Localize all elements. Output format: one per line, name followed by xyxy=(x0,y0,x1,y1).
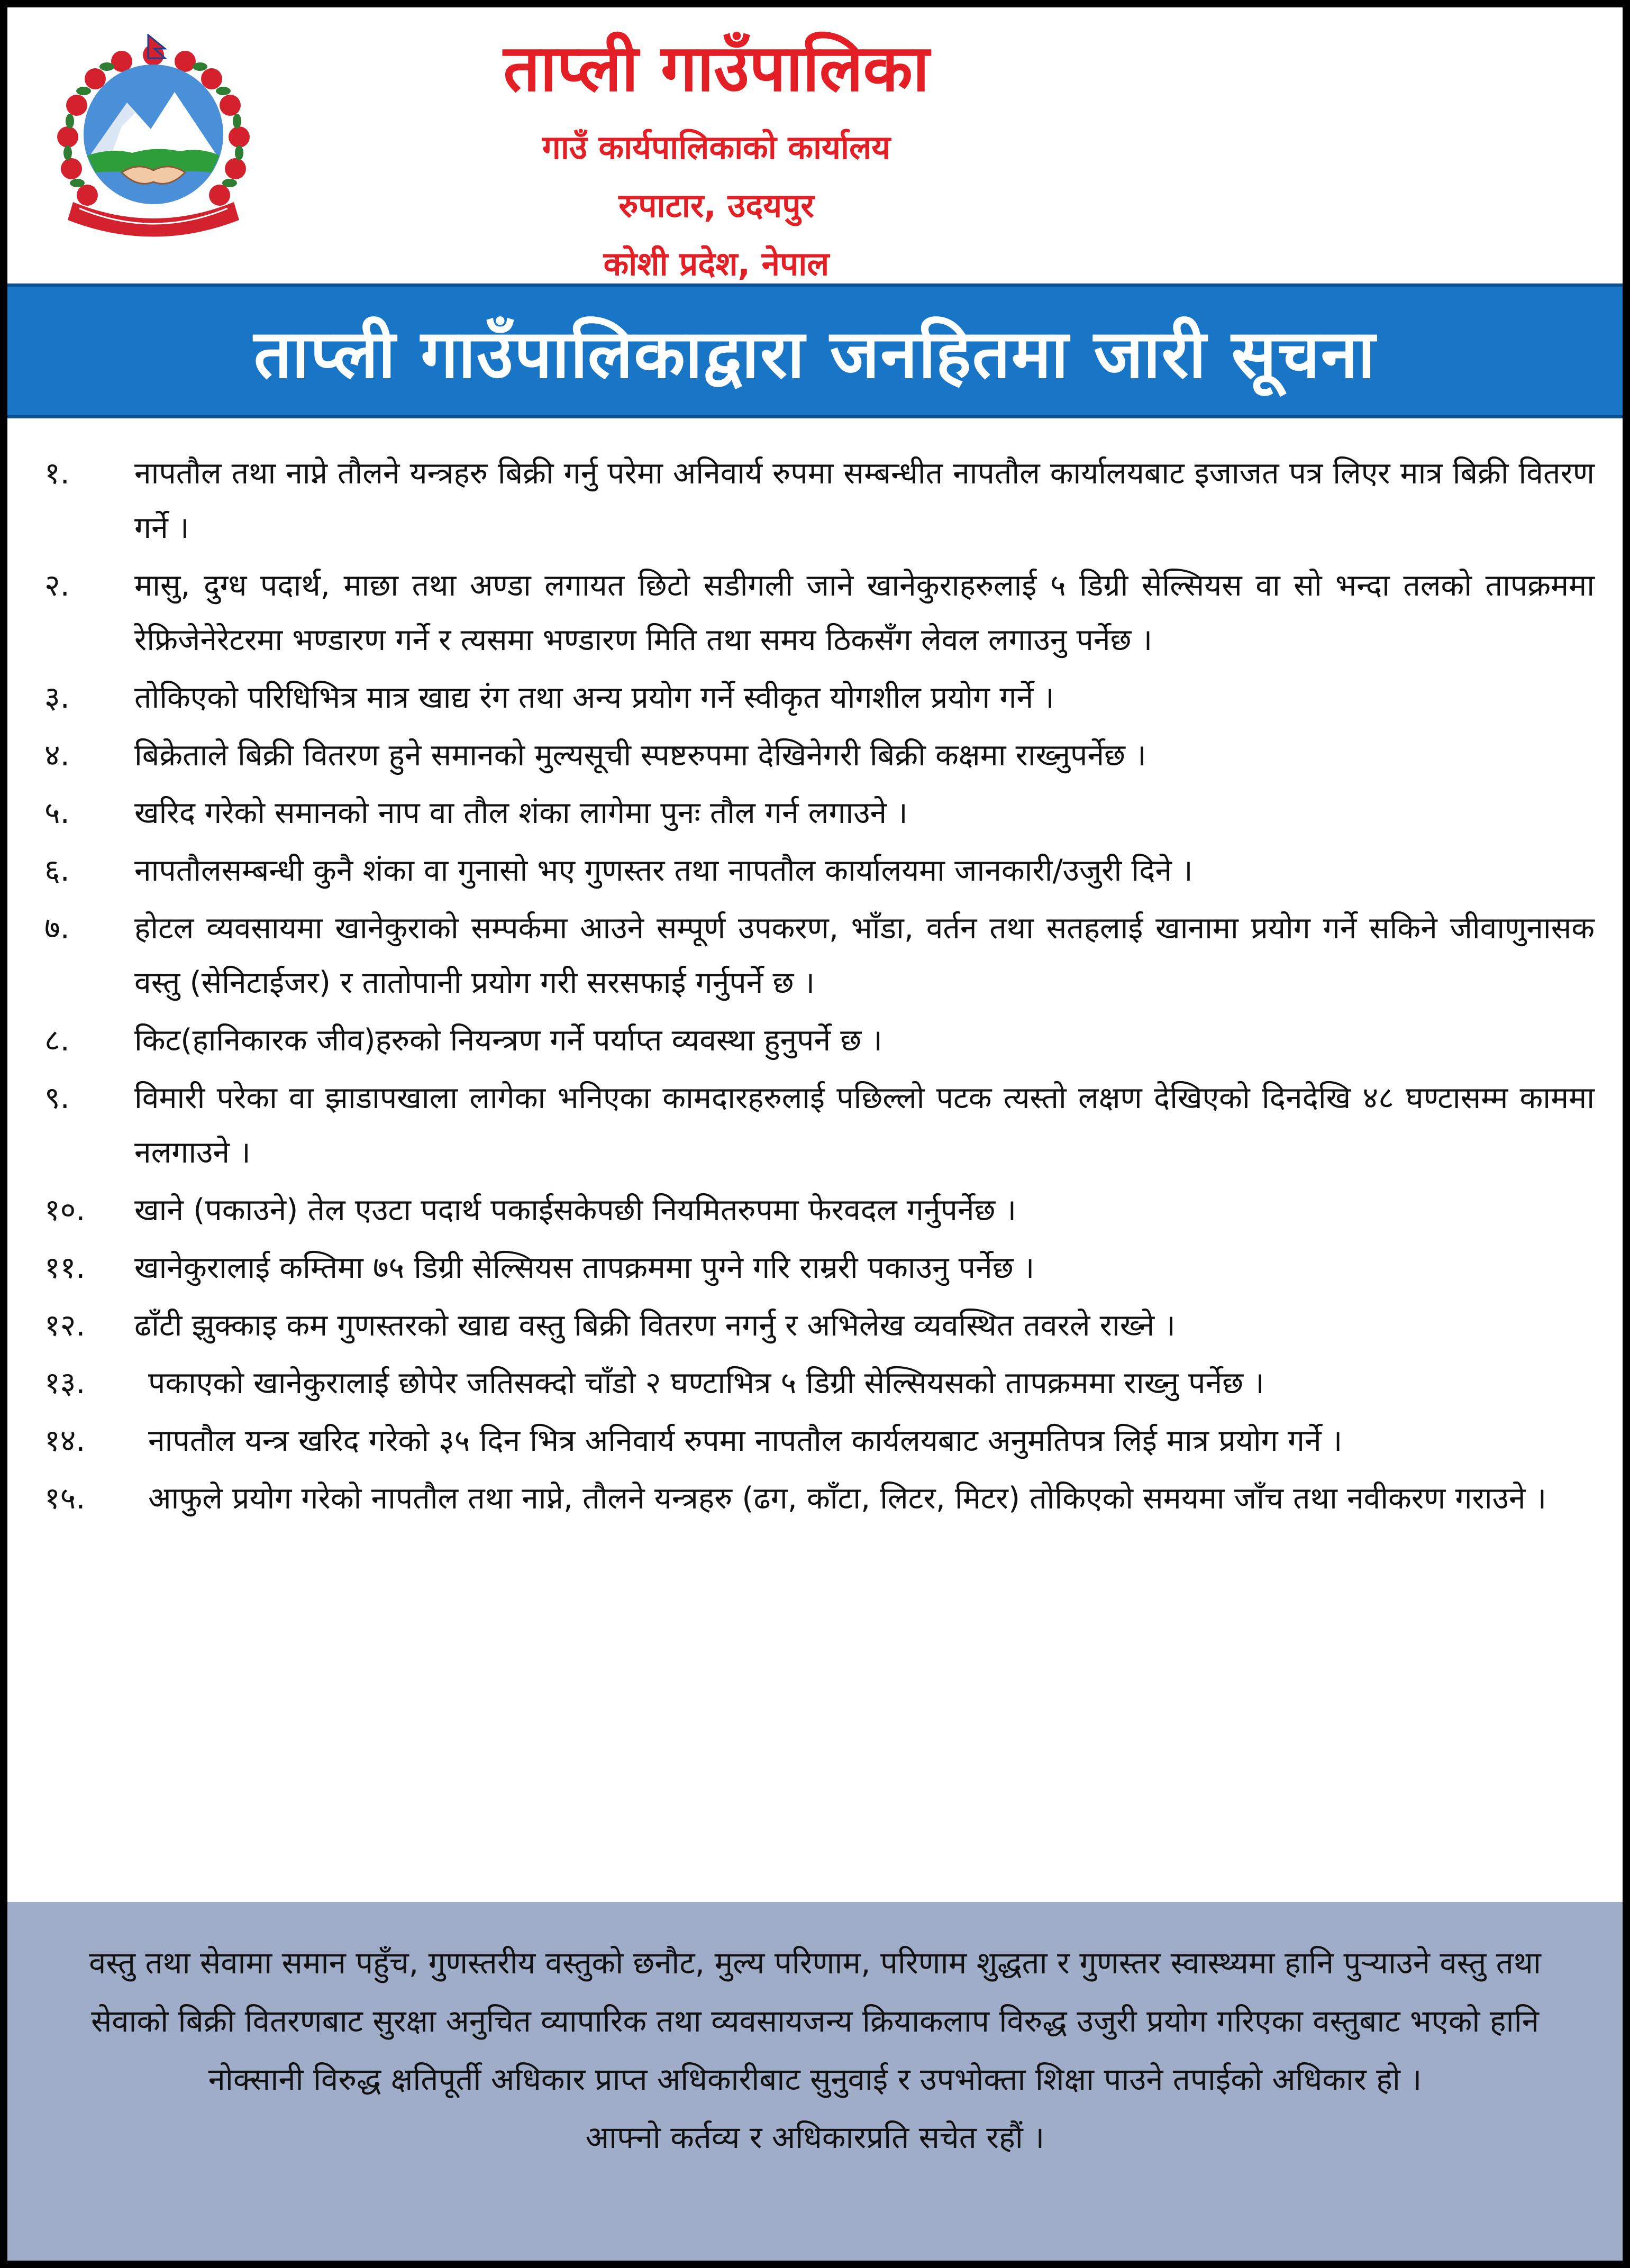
item-text: खानेकुरालाई कम्तिमा ७५ डिग्री सेल्सियस तापक्रममा पुग्ने गरि राम्ररी पकाउनु पर्नेछ । xyxy=(134,1250,1035,1285)
list-item xyxy=(44,728,1595,783)
item-text: होटल व्यवसायमा खानेकुराको सम्पर्कमा आउने सम्पूर्ण उपकरण, भाँडा, वर्तन तथा सतहलाई खानामा प्रयोग गर्ने सकिने जीवाणुनासक वस्तु (सेनिटाईजर) र तातोपानी प्रयोग गरी सरसफाई गर्नुपर्ने छ । xyxy=(134,911,1595,1000)
item-text: पकाएको खानेकुरालाई छोपेर जतिसक्दो चाँडो २ घण्टाभित्र ५ डिग्री सेल्सियसको तापक्रममा राख्नु पर्नेछ । xyxy=(148,1366,1264,1401)
notice-banner xyxy=(7,284,1623,418)
item-number: १५. xyxy=(44,1481,86,1516)
list-item xyxy=(44,1298,1595,1353)
item-number: ७. xyxy=(44,911,70,946)
item-number: ५. xyxy=(44,795,70,830)
list-item xyxy=(44,671,1595,725)
item-text: नापतौलसम्बन्धी कुनै शंका वा गुनासो भए गुणस्तर तथा नापतौल कार्यालयमा जानकारी/उजुरी दिने । xyxy=(134,853,1193,888)
list-item xyxy=(44,901,1595,1010)
item-text: विमारी परेका वा झाडापखाला लागेका भनिएका कामदारहरुलाई पछिल्लो पटक त्यस्तो लक्षण देखिएको दिनदेखि ४८ घण्टासम्म काममा नलगाउने । xyxy=(134,1081,1595,1170)
office-name: गाउँ कार्यपालिकाको कार्यालय xyxy=(542,128,891,167)
item-text: खरिद गरेको समानको नाप वा तौल शंका लागेमा पुनः तौल गर्न लगाउने । xyxy=(134,795,908,830)
list-item xyxy=(44,559,1595,667)
list-item xyxy=(44,1414,1595,1468)
item-text: बिक्रेताले बिक्री वितरण हुने समानको मुल्यसूची स्पष्टरुपमा देखिनेगरी बिक्री कक्षमा राख्नुपर्नेछ । xyxy=(134,738,1146,773)
header-text-block xyxy=(272,18,1161,293)
notice-poster xyxy=(7,7,1623,2261)
list-item xyxy=(44,786,1595,840)
list-item xyxy=(44,1183,1595,1238)
municipality-name: ताप्ली गाउँपालिका xyxy=(503,31,930,106)
list-item xyxy=(44,1471,1595,1526)
province-line: कोशी प्रदेश, नेपाल xyxy=(603,244,830,283)
item-number: ४. xyxy=(44,738,70,773)
item-number: १४. xyxy=(44,1423,86,1458)
banner-title: ताप्ली गाउँपालिकाद्वारा जनहितमा जारी सूचना xyxy=(253,315,1377,393)
nepal-government-emblem-icon xyxy=(42,34,265,256)
item-text: नापतौल यन्त्र खरिद गरेको ३५ दिन भित्र अनिवार्य रुपमा नापतौल कार्यलयबाट अनुमतिपत्र लिई मात्र प्रयोग गर्ने । xyxy=(148,1423,1343,1458)
rights-footer xyxy=(7,1902,1623,2261)
list-item xyxy=(44,1071,1595,1180)
item-number: ८. xyxy=(44,1023,70,1058)
closing-line: आफ्नो कर्तव्य र अधिकारप्रति सचेत रहौं । xyxy=(585,2119,1045,2155)
item-number: ३. xyxy=(44,680,70,715)
item-text: आफुले प्रयोग गरेको नापतौल तथा नाप्ने, तौलने यन्त्रहरु (ढग, काँटा, लिटर, मिटर) तोकिएको समयमा जाँच तथा नवीकरण गराउने । xyxy=(148,1481,1547,1516)
rights-paragraph: वस्तु तथा सेवामा समान पहुँच, गुणस्तरीय वस्तुको छनौट, मुल्य परिणाम, परिणाम शुद्धता र गुणस्तर स्वास्थ्यमा हानि पुऱ्याउने वस्तु तथा सेवाको बिक्री वितरणबाट सुरक्षा अनुचित व्यापारिक तथा व्यवसायजन्य क्रियाकलाप विरुद्ध उजुरी प्रयोग गरिएका वस्तुबाट भएको हानि नोक्सानी विरुद्ध क्षतिपूर्ती अधिकार प्राप्त अधिकारीबाट सुनुवाई र उपभोक्ता शिक्षा पाउने तपाईको अधिकार हो । xyxy=(89,1945,1541,2097)
item-number: १०. xyxy=(44,1193,86,1228)
item-number: १३. xyxy=(44,1366,86,1401)
list-item xyxy=(44,1241,1595,1295)
item-text: मासु, दुग्ध पदार्थ, माछा तथा अण्डा लगायत छिटो सडीगली जाने खानेकुराहरुलाई ५ डिग्री सेल्सियस वा सो भन्दा तलको तापक्रममा रेफ्रिजेनेरेटरमा भण्डारण गर्ने र त्यसमा भण्डारण मिति तथा समय ठिकसँग लेवल लगाउनु पर्नेछ । xyxy=(134,568,1595,657)
item-text: नापतौल तथा नाप्ने तौलने यन्त्रहरु बिक्री गर्नु परेमा अनिवार्य रुपमा सम्बन्धीत नापतौल कार्यालयबाट इजाजत पत्र लिएर मात्र बिक्री वितरण गर्ने । xyxy=(134,456,1595,545)
list-item xyxy=(44,446,1595,555)
item-number: ९. xyxy=(44,1081,70,1115)
notice-list xyxy=(44,446,1595,1529)
header xyxy=(7,7,1623,282)
item-number: २. xyxy=(44,568,70,603)
address-line: रुपाटार, उदयपुर xyxy=(618,186,814,225)
list-item xyxy=(44,1356,1595,1411)
item-number: ११. xyxy=(44,1250,86,1285)
footer-text-block xyxy=(66,1934,1564,2166)
item-number: १२. xyxy=(44,1308,86,1343)
item-text: खाने (पकाउने) तेल एउटा पदार्थ पकाईसकेपछी नियमितरुपमा फेरवदल गर्नुपर्नेछ । xyxy=(134,1193,1017,1228)
item-number: ६. xyxy=(44,853,70,888)
item-number: १. xyxy=(44,456,70,491)
item-text: किट(हानिकारक जीव)हरुको नियन्त्रण गर्ने पर्याप्त व्यवस्था हुनुपर्ने छ । xyxy=(134,1023,882,1058)
list-item xyxy=(44,844,1595,898)
item-text: तोकिएको परिधिभित्र मात्र खाद्य रंग तथा अन्य प्रयोग गर्ने स्वीकृत योगशील प्रयोग गर्ने । xyxy=(134,680,1054,715)
item-text: ढाँटी झुक्काइ कम गुणस्तरको खाद्य वस्तु बिक्री वितरण नगर्नु र अभिलेख व्यवस्थित तवरले राख्ने । xyxy=(134,1308,1176,1343)
list-item xyxy=(44,1013,1595,1068)
